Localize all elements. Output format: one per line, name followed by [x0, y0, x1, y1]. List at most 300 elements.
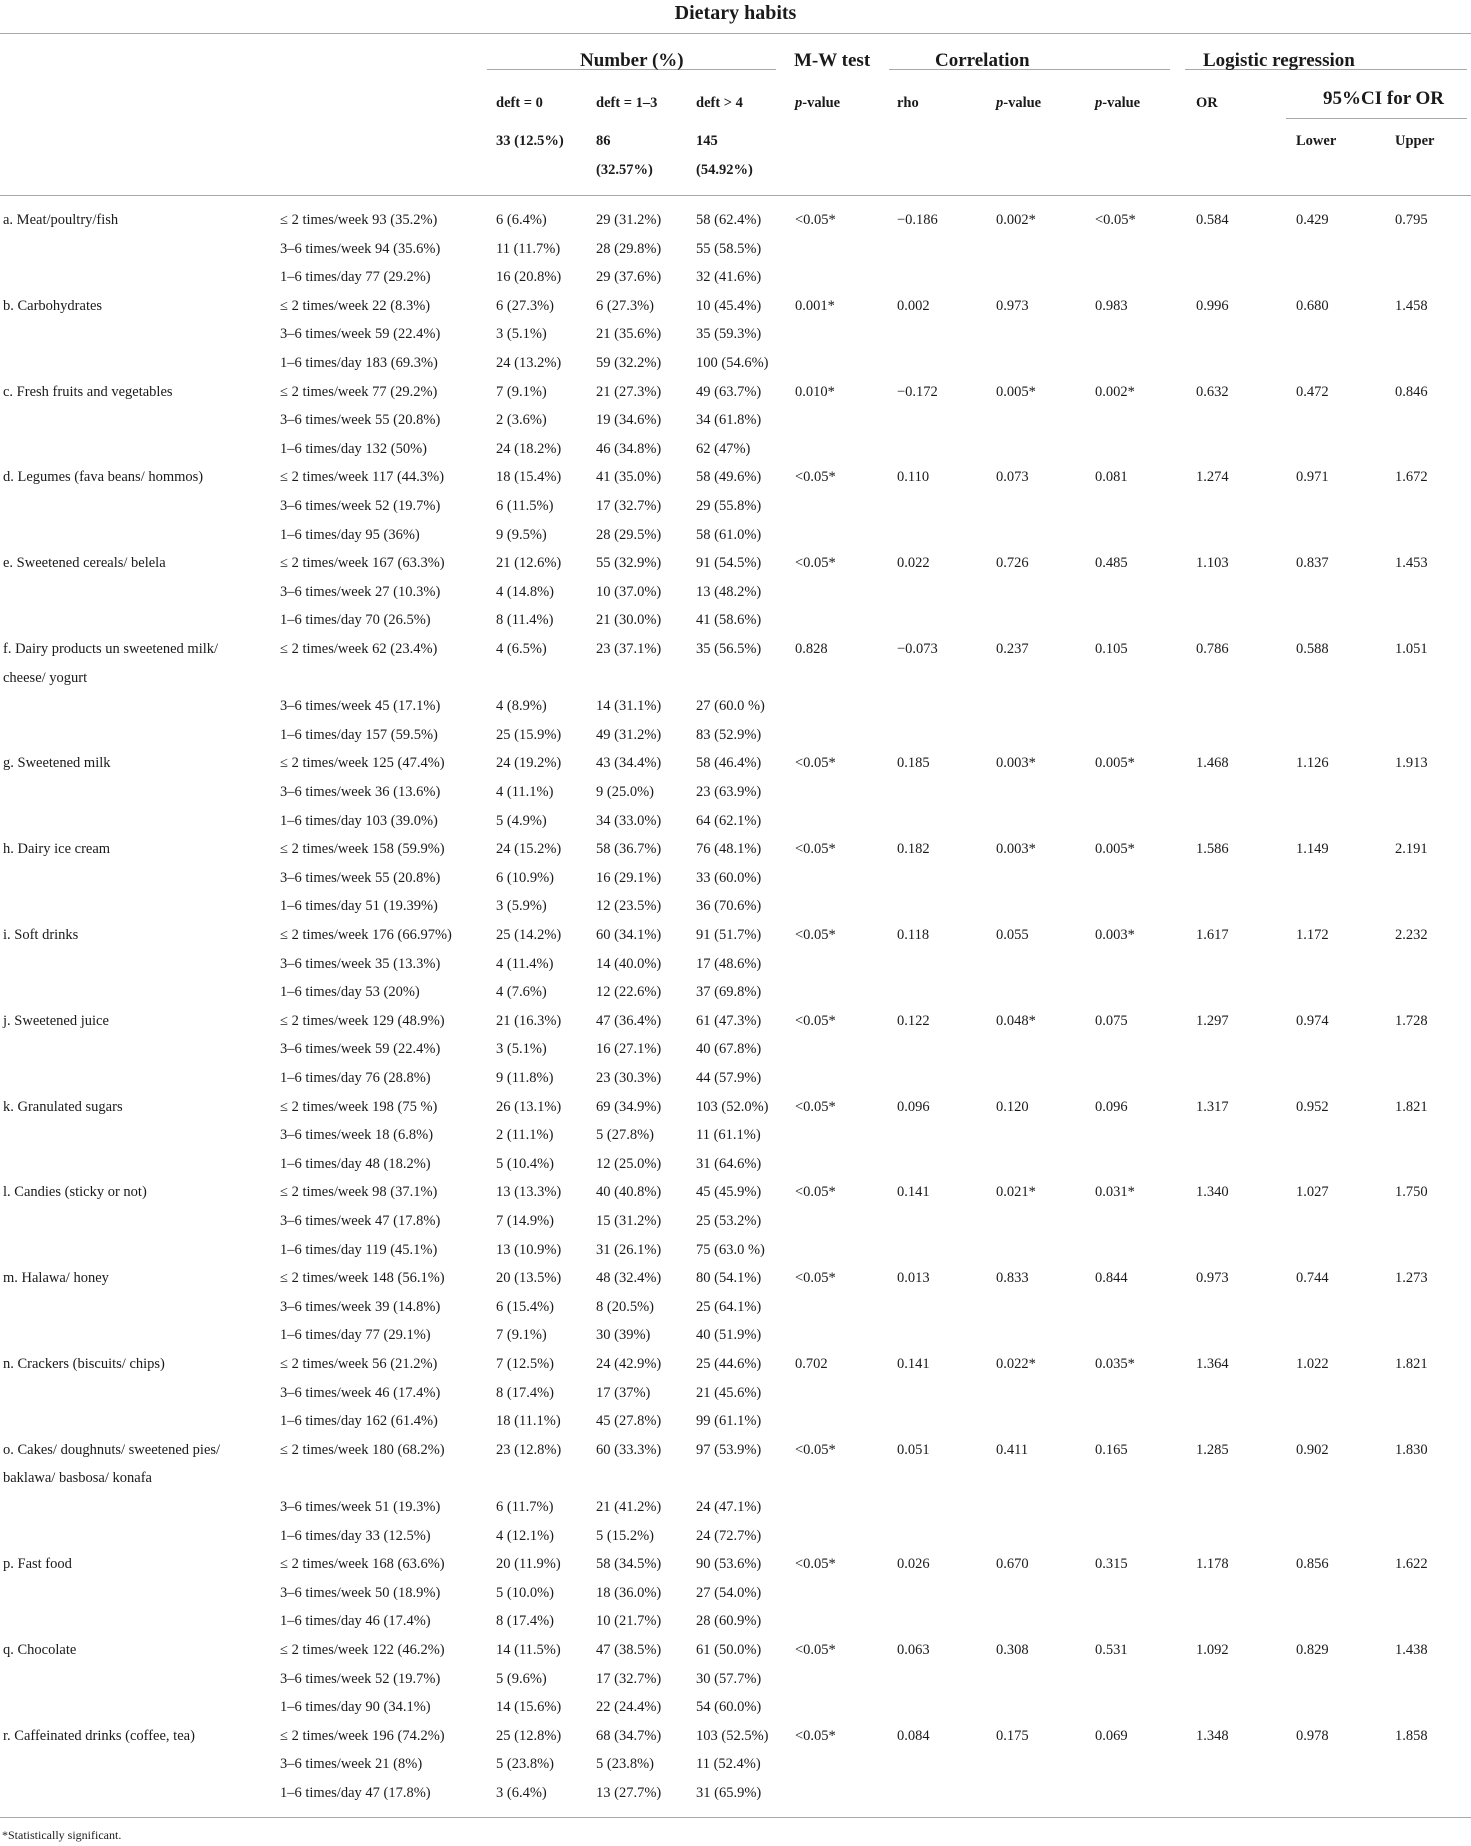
row-count-cell: 10 (21.7%): [596, 1613, 662, 1630]
header-bottom-rule: [0, 195, 1471, 196]
row-frequency-level: ≤ 2 times/week 125 (47.4%): [280, 755, 445, 772]
row-count-cell: 17 (48.6%): [696, 955, 762, 972]
row-or: 1.092: [1196, 1642, 1229, 1658]
row-logit-pvalue: 0.081: [1095, 469, 1128, 486]
row-frequency-level: 3–6 times/week 47 (17.8%): [280, 1213, 441, 1229]
row-count-cell: 27 (54.0%): [696, 1584, 762, 1601]
row-count-cell: 5 (10.4%): [496, 1155, 554, 1172]
header-logistic-regression: Logistic regression: [1203, 50, 1355, 71]
row-logit-pvalue: 0.075: [1095, 1012, 1128, 1029]
row-logit-pvalue: 0.002*: [1095, 383, 1135, 400]
row-or: 1.285: [1196, 1441, 1229, 1458]
row-item-label: m. Halawa/ honey: [3, 1270, 109, 1287]
row-frequency-level: ≤ 2 times/week 168 (63.6%): [280, 1556, 445, 1573]
row-mw-pvalue: <0.05*: [795, 841, 836, 858]
row-frequency-level: 1–6 times/day 48 (18.2%): [280, 1155, 431, 1172]
row-corr-pvalue: 0.022*: [996, 1356, 1036, 1372]
row-count-cell: 5 (23.8%): [496, 1756, 554, 1773]
row-count-cell: 7 (9.1%): [496, 1327, 547, 1344]
row-count-cell: 5 (10.0%): [496, 1584, 554, 1601]
row-mw-pvalue: <0.05*: [795, 1556, 836, 1573]
row-mw-pvalue: <0.05*: [795, 1184, 836, 1201]
row-count-cell: 100 (54.6%): [696, 355, 769, 371]
row-count-cell: 25 (44.6%): [696, 1356, 762, 1372]
row-mw-pvalue: <0.05*: [795, 1012, 836, 1029]
row-count-cell: 4 (12.1%): [496, 1527, 554, 1544]
row-count-cell: 34 (61.8%): [696, 412, 762, 429]
header-upper: Upper: [1395, 133, 1435, 149]
row-count-cell: 21 (16.3%): [496, 1012, 562, 1029]
row-or: 1.468: [1196, 755, 1229, 772]
header-n-deft-4-pct: (54.92%): [696, 162, 753, 178]
header-deft-4: deft > 4: [696, 95, 743, 111]
row-frequency-level: 3–6 times/week 52 (19.7%): [280, 498, 441, 514]
row-logit-pvalue: 0.165: [1095, 1441, 1128, 1458]
header-mw-test: M-W test: [794, 50, 871, 71]
row-ci-lower: 0.744: [1296, 1270, 1329, 1287]
row-count-cell: 30 (39%): [596, 1327, 651, 1344]
row-count-cell: 13 (27.7%): [596, 1785, 662, 1801]
header-deft-1-3: deft = 1–3: [596, 95, 658, 111]
row-or: 0.996: [1196, 297, 1229, 314]
row-count-cell: 45 (27.8%): [596, 1413, 662, 1430]
row-count-cell: 9 (11.8%): [496, 1070, 554, 1086]
row-count-cell: 4 (6.5%): [496, 641, 547, 657]
row-count-cell: 24 (47.1%): [696, 1499, 762, 1515]
row-ci-lower: 0.974: [1296, 1012, 1329, 1029]
row-count-cell: 25 (64.1%): [696, 1298, 762, 1315]
row-item-label: a. Meat/poultry/fish: [3, 212, 119, 228]
row-count-cell: 36 (70.6%): [696, 898, 762, 915]
row-logit-pvalue: 0.069: [1095, 1727, 1128, 1744]
row-count-cell: 27 (60.0 %): [696, 698, 765, 715]
header-or: OR: [1196, 95, 1218, 111]
row-count-cell: 21 (27.3%): [596, 383, 662, 400]
row-frequency-level: 1–6 times/day 46 (17.4%): [280, 1613, 431, 1630]
row-rho: 0.096: [897, 1098, 930, 1115]
row-frequency-level: 3–6 times/week 36 (13.6%): [280, 784, 441, 800]
row-ci-upper: 2.191: [1395, 841, 1428, 858]
row-ci-upper: 1.273: [1395, 1270, 1428, 1287]
row-frequency-level: ≤ 2 times/week 176 (66.97%): [280, 927, 452, 943]
row-count-cell: 24 (15.2%): [496, 841, 562, 858]
row-or: 1.317: [1196, 1098, 1229, 1115]
row-frequency-level: 3–6 times/week 55 (20.8%): [280, 412, 441, 429]
row-count-cell: 83 (52.9%): [696, 726, 762, 743]
row-item-label: h. Dairy ice cream: [3, 841, 111, 858]
row-ci-upper: 1.913: [1395, 755, 1428, 772]
pvalue-suffix: -value: [1102, 95, 1141, 111]
row-frequency-level: 1–6 times/day 119 (45.1%): [280, 1241, 438, 1258]
row-ci-upper: 1.821: [1395, 1356, 1428, 1372]
row-item-label: d. Legumes (fava beans/ hommos): [3, 469, 204, 486]
row-frequency-level: ≤ 2 times/week 93 (35.2%): [280, 212, 438, 228]
row-or: 0.632: [1196, 383, 1229, 400]
row-count-cell: 58 (62.4%): [696, 212, 762, 228]
row-count-cell: 91 (51.7%): [696, 927, 762, 943]
row-count-cell: 59 (32.2%): [596, 355, 662, 371]
row-frequency-level: 1–6 times/day 70 (26.5%): [280, 612, 431, 629]
row-frequency-level: ≤ 2 times/week 117 (44.3%): [280, 469, 445, 486]
row-or: 1.586: [1196, 841, 1229, 858]
row-ci-lower: 0.971: [1296, 469, 1329, 486]
row-count-cell: 24 (72.7%): [696, 1527, 762, 1544]
row-count-cell: 4 (14.8%): [496, 583, 554, 600]
row-count-cell: 6 (27.3%): [596, 297, 654, 314]
row-count-cell: 2 (3.6%): [496, 412, 547, 429]
row-frequency-level: ≤ 2 times/week 22 (8.3%): [280, 297, 431, 314]
row-frequency-level: 3–6 times/week 51 (19.3%): [280, 1499, 441, 1515]
row-ci-lower: 0.978: [1296, 1727, 1329, 1744]
row-count-cell: 19 (34.6%): [596, 412, 662, 429]
row-ci-upper: 0.846: [1395, 383, 1428, 400]
row-count-cell: 28 (60.9%): [696, 1613, 762, 1630]
row-count-cell: 40 (40.8%): [596, 1184, 662, 1201]
row-mw-pvalue: <0.05*: [795, 469, 836, 486]
row-logit-pvalue: 0.031*: [1095, 1184, 1135, 1201]
row-count-cell: 40 (51.9%): [696, 1327, 762, 1344]
row-count-cell: 20 (11.9%): [496, 1556, 561, 1573]
row-count-cell: 31 (26.1%): [596, 1241, 662, 1258]
row-ci-lower: 0.856: [1296, 1556, 1329, 1573]
row-count-cell: 44 (57.9%): [696, 1070, 762, 1086]
row-count-cell: 8 (20.5%): [596, 1298, 654, 1315]
row-rho: 0.118: [897, 927, 930, 943]
row-ci-lower: 1.149: [1296, 841, 1329, 858]
row-count-cell: 12 (22.6%): [596, 984, 662, 1001]
row-count-cell: 13 (48.2%): [696, 583, 762, 600]
row-count-cell: 4 (7.6%): [496, 984, 547, 1001]
row-count-cell: 55 (58.5%): [696, 240, 762, 257]
row-item-label: f. Dairy products un sweetened milk/: [3, 641, 219, 657]
row-count-cell: 8 (17.4%): [496, 1613, 554, 1630]
row-count-cell: 23 (30.3%): [596, 1070, 662, 1086]
row-logit-pvalue: 0.983: [1095, 297, 1128, 314]
row-count-cell: 69 (34.9%): [596, 1098, 662, 1115]
row-count-cell: 21 (30.0%): [596, 612, 662, 629]
row-rho: 0.141: [897, 1184, 930, 1201]
row-count-cell: 12 (23.5%): [596, 898, 662, 915]
row-corr-pvalue: 0.048*: [996, 1012, 1036, 1029]
row-count-cell: 49 (63.7%): [696, 383, 762, 400]
row-count-cell: 31 (65.9%): [696, 1785, 762, 1801]
row-count-cell: 40 (67.8%): [696, 1041, 762, 1058]
row-corr-pvalue: 0.237: [996, 641, 1029, 657]
row-ci-upper: 1.051: [1395, 641, 1428, 657]
row-count-cell: 7 (12.5%): [496, 1356, 554, 1372]
row-count-cell: 18 (11.1%): [496, 1413, 561, 1430]
row-rho: 0.022: [897, 555, 930, 572]
row-count-cell: 29 (37.6%): [596, 269, 662, 286]
row-count-cell: 18 (15.4%): [496, 469, 562, 486]
row-mw-pvalue: <0.05*: [795, 755, 836, 772]
row-count-cell: 14 (15.6%): [496, 1699, 562, 1716]
row-rho: 0.084: [897, 1727, 930, 1744]
row-count-cell: 2 (11.1%): [496, 1127, 554, 1144]
row-count-cell: 10 (37.0%): [596, 583, 662, 600]
row-ci-upper: 1.438: [1395, 1642, 1428, 1658]
row-corr-pvalue: 0.833: [996, 1270, 1029, 1287]
row-mw-pvalue: 0.702: [795, 1356, 828, 1372]
row-count-cell: 6 (6.4%): [496, 212, 547, 228]
row-count-cell: 5 (15.2%): [596, 1527, 654, 1544]
row-count-cell: 97 (53.9%): [696, 1441, 762, 1458]
row-count-cell: 11 (52.4%): [696, 1756, 761, 1773]
row-count-cell: 12 (25.0%): [596, 1155, 662, 1172]
row-count-cell: 90 (53.6%): [696, 1556, 762, 1573]
row-corr-pvalue: 0.002*: [996, 212, 1036, 228]
row-frequency-level: 1–6 times/day 95 (36%): [280, 526, 420, 543]
row-count-cell: 16 (27.1%): [596, 1041, 662, 1058]
row-count-cell: 7 (9.1%): [496, 383, 547, 400]
row-corr-pvalue: 0.003*: [996, 841, 1036, 858]
row-mw-pvalue: <0.05*: [795, 1270, 836, 1287]
row-ci-lower: 0.680: [1296, 297, 1329, 314]
ci-underline: [1286, 118, 1467, 119]
row-logit-pvalue: <0.05*: [1095, 212, 1136, 228]
row-count-cell: 24 (18.2%): [496, 440, 562, 457]
row-ci-lower: 0.902: [1296, 1441, 1329, 1458]
header-n-deft-1-3: 86: [596, 133, 611, 149]
row-count-cell: 43 (34.4%): [596, 755, 662, 772]
row-frequency-level: ≤ 2 times/week 56 (21.2%): [280, 1356, 438, 1372]
row-count-cell: 9 (25.0%): [596, 784, 654, 800]
row-ci-upper: 1.728: [1395, 1012, 1428, 1029]
row-count-cell: 5 (4.9%): [496, 812, 547, 829]
row-count-cell: 68 (34.7%): [596, 1727, 662, 1744]
row-mw-pvalue: <0.05*: [795, 212, 836, 228]
row-frequency-level: ≤ 2 times/week 98 (37.1%): [280, 1184, 438, 1201]
header-logit-pvalue: [1095, 95, 1140, 112]
row-or: 0.973: [1196, 1270, 1229, 1287]
row-frequency-level: ≤ 2 times/week 62 (23.4%): [280, 641, 438, 657]
row-count-cell: 5 (9.6%): [496, 1670, 547, 1687]
header-number-pct: Number (%): [580, 50, 684, 71]
row-or: 1.364: [1196, 1356, 1229, 1372]
row-ci-lower: 0.588: [1296, 641, 1329, 657]
row-count-cell: 16 (29.1%): [596, 869, 662, 886]
row-count-cell: 91 (54.5%): [696, 555, 762, 572]
row-item-label: n. Crackers (biscuits/ chips): [3, 1356, 165, 1372]
row-ci-upper: 1.830: [1395, 1441, 1428, 1458]
row-count-cell: 6 (10.9%): [496, 869, 554, 886]
row-frequency-level: 1–6 times/day 132 (50%): [280, 440, 427, 457]
row-or: 0.786: [1196, 641, 1229, 657]
row-frequency-level: 1–6 times/day 90 (34.1%): [280, 1699, 431, 1716]
row-corr-pvalue: 0.973: [996, 297, 1029, 314]
row-count-cell: 24 (42.9%): [596, 1356, 662, 1372]
row-count-cell: 54 (60.0%): [696, 1699, 762, 1716]
row-count-cell: 61 (47.3%): [696, 1012, 762, 1029]
row-logit-pvalue: 0.485: [1095, 555, 1128, 572]
row-ci-upper: 1.858: [1395, 1727, 1428, 1744]
row-item-label: k. Granulated sugars: [3, 1098, 123, 1115]
row-corr-pvalue: 0.175: [996, 1727, 1029, 1744]
row-count-cell: 3 (5.9%): [496, 898, 547, 915]
row-or: 1.297: [1196, 1012, 1229, 1029]
p-italic: p: [996, 95, 1004, 111]
row-frequency-level: 1–6 times/day 183 (69.3%): [280, 355, 438, 371]
row-count-cell: 14 (11.5%): [496, 1642, 561, 1658]
row-frequency-level: 1–6 times/day 157 (59.5%): [280, 726, 438, 743]
row-mw-pvalue: 0.010*: [795, 383, 835, 400]
row-count-cell: 46 (34.8%): [596, 440, 662, 457]
row-corr-pvalue: 0.411: [996, 1441, 1029, 1458]
row-logit-pvalue: 0.005*: [1095, 755, 1135, 772]
row-frequency-level: 3–6 times/week 94 (35.6%): [280, 240, 441, 257]
row-count-cell: 34 (33.0%): [596, 812, 662, 829]
row-count-cell: 49 (31.2%): [596, 726, 662, 743]
row-ci-upper: 1.622: [1395, 1556, 1428, 1573]
row-count-cell: 62 (47%): [696, 440, 751, 457]
pvalue-suffix: -value: [802, 95, 841, 111]
row-mw-pvalue: 0.828: [795, 641, 828, 657]
row-count-cell: 6 (15.4%): [496, 1298, 554, 1315]
row-count-cell: 15 (31.2%): [596, 1213, 662, 1229]
row-item-label: i. Soft drinks: [3, 927, 79, 943]
row-count-cell: 99 (61.1%): [696, 1413, 762, 1430]
row-frequency-level: 1–6 times/day 33 (12.5%): [280, 1527, 431, 1544]
row-count-cell: 21 (45.6%): [696, 1384, 762, 1401]
row-count-cell: 4 (11.4%): [496, 955, 554, 972]
row-frequency-level: 3–6 times/week 45 (17.1%): [280, 698, 441, 715]
footnote: *Statistically significant.: [2, 1828, 122, 1842]
row-count-cell: 37 (69.8%): [696, 984, 762, 1001]
header-n-deft-4: 145: [696, 133, 718, 149]
row-mw-pvalue: <0.05*: [795, 1727, 836, 1744]
row-corr-pvalue: 0.670: [996, 1556, 1029, 1573]
p-italic: p: [1095, 95, 1103, 111]
row-logit-pvalue: 0.003*: [1095, 927, 1135, 943]
row-count-cell: 58 (61.0%): [696, 526, 762, 543]
row-frequency-level: ≤ 2 times/week 129 (48.9%): [280, 1012, 445, 1029]
row-or: 1.340: [1196, 1184, 1229, 1201]
row-frequency-level: 1–6 times/day 47 (17.8%): [280, 1785, 431, 1801]
row-count-cell: 61 (50.0%): [696, 1642, 762, 1658]
row-count-cell: 103 (52.5%): [696, 1727, 769, 1744]
row-rho: 0.122: [897, 1012, 930, 1029]
row-frequency-level: ≤ 2 times/week 158 (59.9%): [280, 841, 445, 858]
row-count-cell: 60 (34.1%): [596, 927, 662, 943]
row-or: 1.178: [1196, 1556, 1229, 1573]
row-count-cell: 30 (57.7%): [696, 1670, 762, 1687]
row-count-cell: 45 (45.9%): [696, 1184, 762, 1201]
row-count-cell: 4 (11.1%): [496, 784, 554, 800]
row-count-cell: 28 (29.5%): [596, 526, 662, 543]
row-count-cell: 10 (45.4%): [696, 297, 762, 314]
row-count-cell: 25 (15.9%): [496, 726, 562, 743]
row-rho: 0.141: [897, 1356, 930, 1372]
row-count-cell: 17 (32.7%): [596, 1670, 662, 1687]
row-count-cell: 5 (27.8%): [596, 1127, 654, 1144]
row-item-label: c. Fresh fruits and vegetables: [3, 383, 173, 400]
row-logit-pvalue: 0.315: [1095, 1556, 1128, 1573]
row-count-cell: 5 (23.8%): [596, 1756, 654, 1773]
row-count-cell: 58 (34.5%): [596, 1556, 662, 1573]
row-frequency-level: 3–6 times/week 27 (10.3%): [280, 583, 441, 600]
row-logit-pvalue: 0.005*: [1095, 841, 1135, 858]
row-count-cell: 13 (10.9%): [496, 1241, 562, 1258]
row-count-cell: 24 (19.2%): [496, 755, 562, 772]
row-count-cell: 58 (46.4%): [696, 755, 762, 772]
row-count-cell: 35 (56.5%): [696, 641, 762, 657]
row-corr-pvalue: 0.005*: [996, 383, 1036, 400]
row-mw-pvalue: <0.05*: [795, 555, 836, 572]
header-deft-0: deft = 0: [496, 95, 543, 111]
row-or: 1.617: [1196, 927, 1229, 943]
row-count-cell: 8 (17.4%): [496, 1384, 554, 1401]
row-ci-upper: 1.458: [1395, 297, 1428, 314]
row-frequency-level: ≤ 2 times/week 180 (68.2%): [280, 1441, 445, 1458]
row-item-label: cheese/ yogurt: [3, 669, 88, 686]
row-frequency-level: 1–6 times/day 103 (39.0%): [280, 812, 438, 829]
row-frequency-level: 1–6 times/day 77 (29.2%): [280, 269, 431, 286]
row-count-cell: 58 (49.6%): [696, 469, 762, 486]
row-count-cell: 17 (32.7%): [596, 498, 662, 514]
row-count-cell: 47 (36.4%): [596, 1012, 662, 1029]
row-frequency-level: 3–6 times/week 21 (8%): [280, 1756, 423, 1773]
row-count-cell: 3 (5.1%): [496, 326, 547, 343]
row-count-cell: 14 (40.0%): [596, 955, 662, 972]
row-ci-lower: 1.027: [1296, 1184, 1329, 1201]
row-count-cell: 47 (38.5%): [596, 1642, 662, 1658]
row-count-cell: 21 (12.6%): [496, 555, 562, 572]
row-count-cell: 8 (11.4%): [496, 612, 554, 629]
row-count-cell: 25 (12.8%): [496, 1727, 562, 1744]
row-frequency-level: ≤ 2 times/week 148 (56.1%): [280, 1270, 445, 1287]
row-count-cell: 11 (11.7%): [496, 240, 561, 257]
row-rho: 0.185: [897, 755, 930, 772]
row-ci-lower: 0.829: [1296, 1642, 1329, 1658]
row-count-cell: 76 (48.1%): [696, 841, 762, 858]
row-mw-pvalue: <0.05*: [795, 1642, 836, 1658]
row-count-cell: 16 (20.8%): [496, 269, 562, 286]
row-count-cell: 31 (64.6%): [696, 1155, 762, 1172]
row-count-cell: 64 (62.1%): [696, 812, 762, 829]
row-count-cell: 33 (60.0%): [696, 869, 762, 886]
row-or: 1.274: [1196, 469, 1229, 486]
row-item-label: p. Fast food: [3, 1556, 72, 1573]
row-item-label: r. Caffeinated drinks (coffee, tea): [3, 1727, 195, 1744]
row-logit-pvalue: 0.035*: [1095, 1356, 1135, 1372]
pvalue-suffix: -value: [1003, 95, 1042, 111]
row-frequency-level: 1–6 times/day 51 (19.39%): [280, 898, 438, 915]
row-count-cell: 25 (53.2%): [696, 1213, 762, 1229]
row-count-cell: 29 (55.8%): [696, 498, 762, 514]
row-frequency-level: 1–6 times/day 162 (61.4%): [280, 1413, 438, 1430]
row-or: 1.348: [1196, 1727, 1229, 1744]
row-count-cell: 41 (35.0%): [596, 469, 662, 486]
row-rho: 0.051: [897, 1441, 930, 1458]
row-count-cell: 23 (37.1%): [596, 641, 662, 657]
row-frequency-level: ≤ 2 times/week 167 (63.3%): [280, 555, 445, 572]
row-logit-pvalue: 0.844: [1095, 1270, 1128, 1287]
row-rho: −0.073: [897, 641, 938, 657]
row-frequency-level: 3–6 times/week 18 (6.8%): [280, 1127, 434, 1144]
row-frequency-level: 3–6 times/week 59 (22.4%): [280, 326, 441, 343]
row-count-cell: 11 (61.1%): [696, 1127, 761, 1144]
row-ci-upper: 1.453: [1395, 555, 1428, 572]
row-count-cell: 24 (13.2%): [496, 355, 562, 371]
row-frequency-level: 3–6 times/week 35 (13.3%): [280, 955, 441, 972]
row-ci-lower: 0.837: [1296, 555, 1329, 572]
row-frequency-level: ≤ 2 times/week 77 (29.2%): [280, 383, 438, 400]
row-rho: 0.002: [897, 297, 930, 314]
row-count-cell: 21 (41.2%): [596, 1499, 662, 1515]
row-count-cell: 18 (36.0%): [596, 1584, 662, 1601]
row-frequency-level: 1–6 times/day 53 (20%): [280, 984, 420, 1001]
row-count-cell: 22 (24.4%): [596, 1699, 662, 1716]
